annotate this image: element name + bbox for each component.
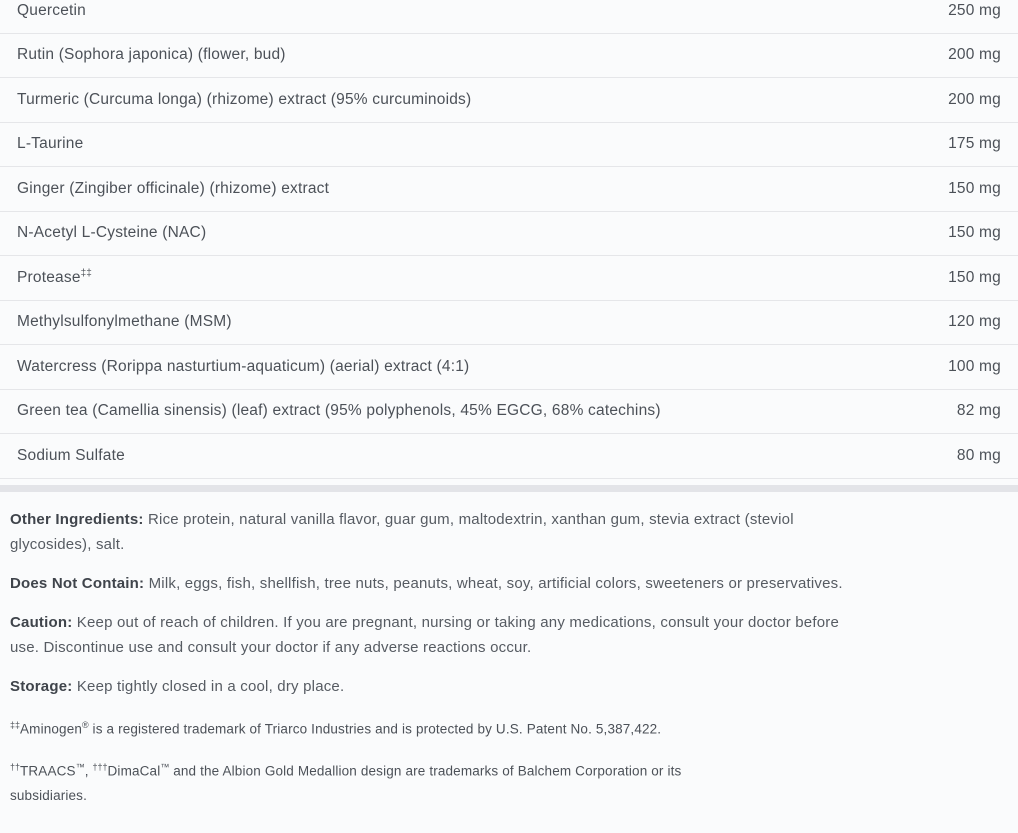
ingredient-row: [0, 0, 1018, 34]
footnote: [10, 755, 720, 808]
footnote: [10, 713, 720, 742]
ingredient-amount: 175 mg: [948, 135, 1001, 153]
info-text: Milk, eggs, fish, shellfish, tree nuts, peanuts, wheat, soy, artificial colors, sweeteners or preservatives.: [148, 574, 843, 592]
info-text: Rice protein, natural vanilla flavor, guar gum, maltodextrin, xanthan gum, stevia extract (steviol glycosides), salt.: [10, 510, 794, 553]
ingredient-amount: 200 mg: [948, 46, 1001, 64]
footnote-text: DimaCal: [107, 763, 161, 779]
info-paragraph: [10, 507, 860, 557]
info-label: Does Not Contain:: [10, 574, 145, 592]
ingredient-name: Turmeric (Curcuma longa) (rhizome) extract (95% curcuminoids): [17, 90, 472, 108]
ingredient-row: [0, 34, 1018, 79]
info-paragraph: [10, 610, 860, 660]
ingredient-amount: 120 mg: [948, 313, 1001, 331]
info-label: Other Ingredients:: [10, 510, 144, 528]
ingredient-row: [0, 167, 1018, 212]
ingredient-amount: 82 mg: [956, 402, 1001, 420]
ingredient-row: [0, 78, 1018, 123]
info-text: Keep out of reach of children. If you are pregnant, nursing or taking any medications, consult your doctor before use. Discontinue use and consult your doctor if any adverse reactions occur.: [10, 613, 839, 656]
ingredient-amount: 150 mg: [948, 224, 1001, 242]
info-paragraph: [10, 674, 860, 699]
ingredient-name: Quercetin: [17, 1, 86, 19]
ingredient-name: Rutin (Sophora japonica) (flower, bud): [17, 46, 286, 64]
ingredient-amount: 150 mg: [948, 268, 1001, 286]
info-label: Storage:: [10, 677, 73, 695]
ingredient-amount: 200 mg: [948, 90, 1001, 108]
footnote-text: ,: [84, 763, 93, 779]
ingredient-amount: 150 mg: [948, 179, 1001, 197]
section-divider: [0, 485, 1018, 492]
ingredient-amount: 80 mg: [956, 446, 1001, 464]
ingredient-row: [0, 345, 1018, 390]
ingredient-name: Sodium Sulfate: [17, 446, 125, 464]
ingredient-amount: 250 mg: [948, 1, 1001, 19]
ingredient-row: [0, 434, 1018, 479]
ingredient-name: L-Taurine: [17, 135, 84, 153]
ingredient-name: Ginger (Zingiber officinale) (rhizome) extract: [17, 179, 330, 197]
ingredient-name: Methylsulfonylmethane (MSM): [17, 313, 232, 331]
footnote-superscript: ™: [160, 762, 170, 772]
ingredient-row: [0, 390, 1018, 435]
footnote-superscript: ††: [10, 762, 21, 772]
footnote-superscript: ™: [75, 762, 85, 772]
ingredient-name: Green tea (Camellia sinensis) (leaf) extract (95% polyphenols, 45% EGCG, 68% catechins): [17, 402, 661, 420]
info-sections: [0, 492, 1018, 808]
info-paragraph: [10, 571, 860, 596]
ingredient-sup: ‡‡: [80, 268, 92, 280]
info-label: Caution:: [10, 613, 73, 631]
footnote-superscript: †††: [92, 762, 108, 772]
ingredient-row: [0, 212, 1018, 257]
ingredient-name: N-Acetyl L-Cysteine (NAC): [17, 224, 207, 242]
footnote-text: TRAACS: [20, 763, 76, 779]
ingredient-row: [0, 123, 1018, 168]
ingredient-name: Watercress (Rorippa nasturtium-aquaticum) (aerial) extract (4:1): [17, 357, 470, 375]
ingredient-row: [0, 256, 1018, 301]
info-text: Keep tightly closed in a cool, dry place.: [76, 677, 345, 695]
footnote-superscript: ‡‡: [10, 719, 21, 730]
footnote-superscript: ®: [82, 719, 89, 730]
ingredient-name: Protease: [17, 269, 81, 287]
ingredient-row: [0, 301, 1018, 346]
footnote-text: Aminogen: [20, 721, 83, 736]
footnote-text: is a registered trademark of Triarco Industries and is protected by U.S. Patent No. 5,387,422.: [88, 721, 662, 736]
ingredient-amount: 100 mg: [948, 357, 1001, 375]
footnote-text: and the Albion Gold Medallion design are trademarks of Balchem Corporation or its subsidiaries.: [10, 763, 682, 803]
